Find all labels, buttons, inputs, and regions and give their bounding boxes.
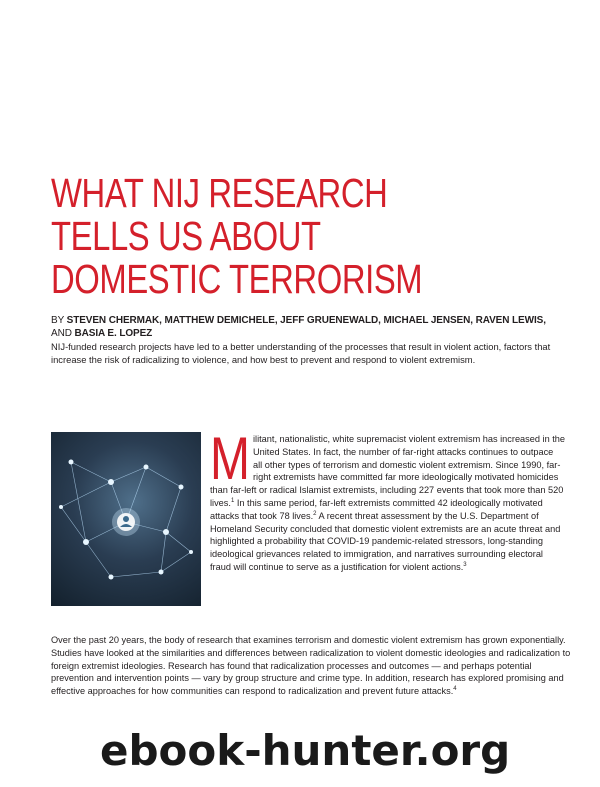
body-paragraph-1 (210, 425, 566, 574)
footnote-ref-4: 4 (453, 686, 457, 693)
para1-part-a: ilitant, nationalistic, white supremacist violent extremism has increased in the United States. In fact, the number of far-right attacks continues to outpace all other types of terrorism and domestic violent extremism. Since 1990, far-right extremists have committed far more ideologically motivated homicides than far-left or radical Islamist extremists, including 227 events that took more than 520 lives. (210, 434, 566, 508)
article-dek: NIJ-funded research projects have led to a better understanding of the processes that result in violent action, factors that increase the risk of radicalizing to violence, and how best to prevent and respond to violent extremism. (51, 341, 551, 365)
network-illustration-image (51, 432, 201, 606)
para1-part-c: A recent threat assessment by the U.S. Department of Homeland Security concluded that domestic violent extremists are an acute threat and highlighted a probability that COVID-19 pandemic-related stressors, long-standing ideological grievances related to immigration, and narratives surrounding electoral fraud will continue to serve as a justification for violent actions. (210, 510, 561, 572)
byline-prefix: BY (51, 315, 67, 326)
article-title (51, 172, 467, 301)
footnote-ref-3: 3 (463, 561, 467, 568)
title-line-3: DOMESTIC TERRORISM (51, 256, 423, 302)
para2-text: Over the past 20 years, the body of research that examines terrorism and domestic violent extremism has grown exponentially. Studies have looked at the similarities and differences between radicalization to violent domestic ideologies and radicalization to foreign extremist ideologies. Research has found that radicalization processes and outcomes — and perhaps potential prevention and intervention points — vary by group structure and crime type. In addition, research has explored promising and effective approaches for how communities can respond to radicalization and prevent future attacks. (51, 635, 571, 697)
byline-authors-last: BASIA E. LOPEZ (74, 328, 153, 339)
drop-cap: M (210, 425, 250, 492)
watermark: ebook-hunter.org (100, 726, 511, 775)
para1-part-b: In this same period, far-left extremists committed 42 ideologically motivated attacks that took 78 lives. (210, 497, 543, 521)
title-line-2: TELLS US ABOUT (51, 213, 321, 259)
footnote-ref-2: 2 (313, 510, 317, 517)
body-paragraph-2 (51, 634, 571, 698)
title-line-1: WHAT NIJ RESEARCH (51, 170, 388, 216)
network-graphic (51, 432, 201, 606)
byline-and: AND (51, 328, 75, 339)
byline-authors: STEVEN CHERMAK, MATTHEW DEMICHELE, JEFF GRUENEWALD, MICHAEL JENSEN, RAVEN LEWIS, (66, 315, 546, 326)
footnote-ref-1: 1 (230, 497, 235, 504)
byline (51, 314, 571, 340)
